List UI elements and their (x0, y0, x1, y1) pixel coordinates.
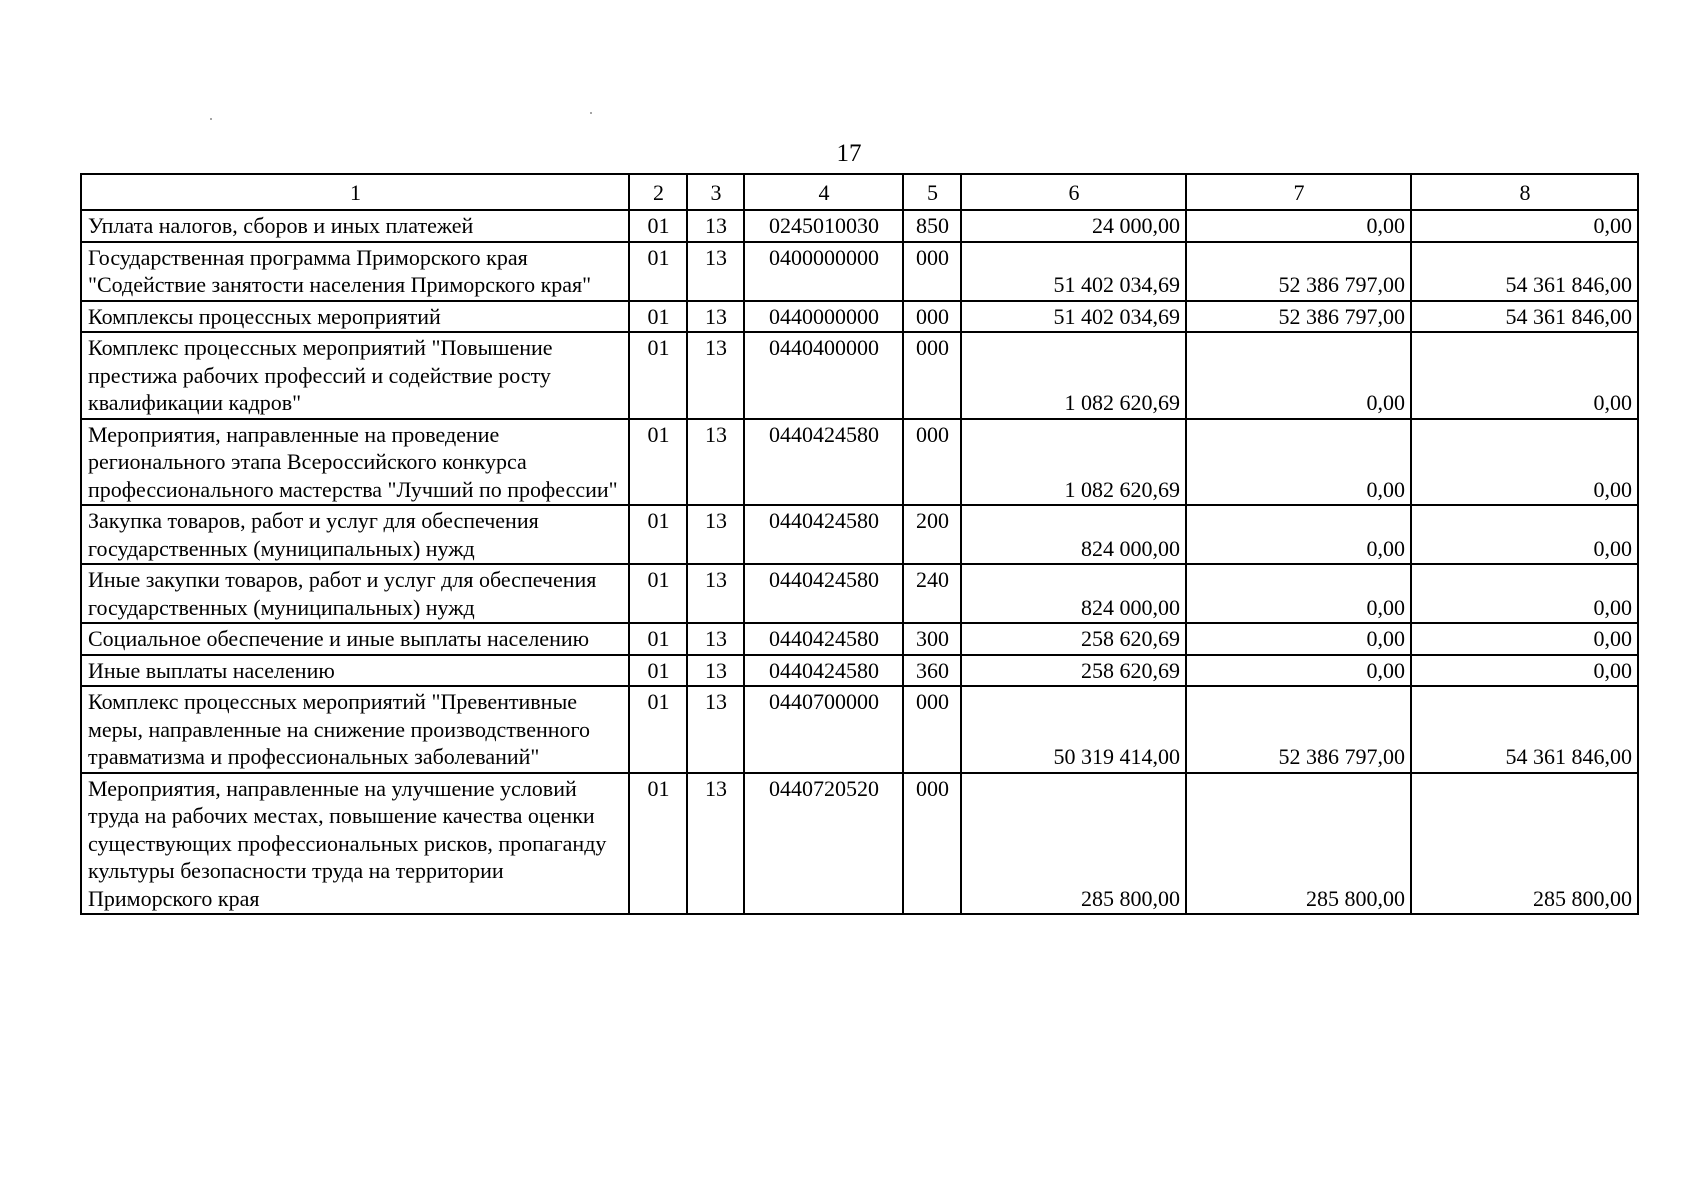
row-amount-7: 52 386 797,00 (1186, 686, 1411, 773)
row-section-code: 01 (629, 332, 687, 419)
table-header-row (81, 174, 1638, 210)
row-subsection-code: 13 (687, 301, 744, 333)
row-amount-6: 824 000,00 (961, 505, 1186, 564)
row-amount-8: 54 361 846,00 (1411, 686, 1638, 773)
row-name: Мероприятия, направленные на проведение регионального этапа Всероссийского конкурса профессионального мастерства "Лучший по профессии" (81, 419, 629, 506)
row-amount-6: 824 000,00 (961, 564, 1186, 623)
row-target-code: 0440720520 (744, 773, 903, 915)
row-expense-type-code: 000 (903, 773, 961, 915)
row-amount-6: 50 319 414,00 (961, 686, 1186, 773)
row-amount-6: 1 082 620,69 (961, 419, 1186, 506)
row-expense-type-code: 000 (903, 419, 961, 506)
row-expense-type-code: 240 (903, 564, 961, 623)
row-amount-7: 0,00 (1186, 564, 1411, 623)
row-subsection-code: 13 (687, 623, 744, 655)
row-amount-7: 285 800,00 (1186, 773, 1411, 915)
row-amount-6: 1 082 620,69 (961, 332, 1186, 419)
row-target-code: 0440424580 (744, 655, 903, 687)
row-subsection-code: 13 (687, 505, 744, 564)
row-subsection-code: 13 (687, 773, 744, 915)
column-header: 1 (81, 174, 629, 210)
row-amount-7: 0,00 (1186, 210, 1411, 242)
row-name: Комплекс процессных мероприятий "Повышение престижа рабочих профессий и содействие росту квалификации кадров" (81, 332, 629, 419)
row-section-code: 01 (629, 623, 687, 655)
row-amount-7: 0,00 (1186, 505, 1411, 564)
row-amount-7: 52 386 797,00 (1186, 242, 1411, 301)
row-section-code: 01 (629, 242, 687, 301)
column-header: 6 (961, 174, 1186, 210)
row-target-code: 0440424580 (744, 623, 903, 655)
row-amount-7: 52 386 797,00 (1186, 301, 1411, 333)
column-header: 5 (903, 174, 961, 210)
row-target-code: 0245010030 (744, 210, 903, 242)
table-row (81, 332, 1638, 419)
table-row (81, 301, 1638, 333)
column-header: 4 (744, 174, 903, 210)
row-amount-8: 0,00 (1411, 564, 1638, 623)
row-expense-type-code: 000 (903, 242, 961, 301)
row-section-code: 01 (629, 301, 687, 333)
row-subsection-code: 13 (687, 242, 744, 301)
row-amount-8: 54 361 846,00 (1411, 301, 1638, 333)
row-name: Социальное обеспечение и иные выплаты населению (81, 623, 629, 655)
row-subsection-code: 13 (687, 564, 744, 623)
column-header: 7 (1186, 174, 1411, 210)
table-row (81, 623, 1638, 655)
row-name: Государственная программа Приморского края "Содействие занятости населения Приморского края" (81, 242, 629, 301)
row-section-code: 01 (629, 773, 687, 915)
column-header: 3 (687, 174, 744, 210)
row-amount-7: 0,00 (1186, 623, 1411, 655)
row-expense-type-code: 200 (903, 505, 961, 564)
table-row (81, 505, 1638, 564)
table-row (81, 242, 1638, 301)
table-row (81, 773, 1638, 915)
row-amount-8: 0,00 (1411, 623, 1638, 655)
row-amount-8: 285 800,00 (1411, 773, 1638, 915)
row-target-code: 0440424580 (744, 564, 903, 623)
row-amount-8: 54 361 846,00 (1411, 242, 1638, 301)
row-expense-type-code: 000 (903, 332, 961, 419)
row-expense-type-code: 000 (903, 301, 961, 333)
table-row (81, 419, 1638, 506)
row-target-code: 0440400000 (744, 332, 903, 419)
row-target-code: 0400000000 (744, 242, 903, 301)
table-row (81, 686, 1638, 773)
row-amount-6: 285 800,00 (961, 773, 1186, 915)
row-name: Иные выплаты населению (81, 655, 629, 687)
table-row (81, 210, 1638, 242)
row-name: Иные закупки товаров, работ и услуг для обеспечения государственных (муниципальных) нужд (81, 564, 629, 623)
row-amount-7: 0,00 (1186, 332, 1411, 419)
row-name: Комплекс процессных мероприятий "Превентивные меры, направленные на снижение производственного травматизма и профессиональных заболеваний" (81, 686, 629, 773)
page-number: 17 (836, 140, 862, 167)
row-amount-6: 24 000,00 (961, 210, 1186, 242)
row-name: Закупка товаров, работ и услуг для обеспечения государственных (муниципальных) нужд (81, 505, 629, 564)
row-target-code: 0440424580 (744, 419, 903, 506)
scan-speck (590, 112, 592, 114)
row-name: Комплексы процессных мероприятий (81, 301, 629, 333)
row-expense-type-code: 850 (903, 210, 961, 242)
row-amount-7: 0,00 (1186, 655, 1411, 687)
row-amount-6: 258 620,69 (961, 623, 1186, 655)
row-amount-8: 0,00 (1411, 332, 1638, 419)
row-target-code: 0440424580 (744, 505, 903, 564)
column-header: 8 (1411, 174, 1638, 210)
row-subsection-code: 13 (687, 419, 744, 506)
row-section-code: 01 (629, 564, 687, 623)
row-name: Уплата налогов, сборов и иных платежей (81, 210, 629, 242)
budget-table (80, 173, 1639, 915)
row-expense-type-code: 000 (903, 686, 961, 773)
row-name: Мероприятия, направленные на улучшение условий труда на рабочих местах, повышение качества оценки существующих профессиональных рисков, пропаганду культуры безопасности труда на территории Приморского края (81, 773, 629, 915)
row-amount-7: 0,00 (1186, 419, 1411, 506)
row-subsection-code: 13 (687, 686, 744, 773)
row-subsection-code: 13 (687, 655, 744, 687)
row-section-code: 01 (629, 505, 687, 564)
row-section-code: 01 (629, 419, 687, 506)
row-amount-6: 51 402 034,69 (961, 242, 1186, 301)
row-expense-type-code: 360 (903, 655, 961, 687)
column-header: 2 (629, 174, 687, 210)
row-subsection-code: 13 (687, 332, 744, 419)
row-amount-8: 0,00 (1411, 210, 1638, 242)
row-amount-8: 0,00 (1411, 419, 1638, 506)
row-amount-8: 0,00 (1411, 655, 1638, 687)
table-row (81, 564, 1638, 623)
row-expense-type-code: 300 (903, 623, 961, 655)
row-section-code: 01 (629, 655, 687, 687)
row-amount-6: 51 402 034,69 (961, 301, 1186, 333)
row-target-code: 0440700000 (744, 686, 903, 773)
row-section-code: 01 (629, 686, 687, 773)
row-amount-6: 258 620,69 (961, 655, 1186, 687)
scan-speck (210, 118, 212, 120)
table-row (81, 655, 1638, 687)
row-subsection-code: 13 (687, 210, 744, 242)
row-target-code: 0440000000 (744, 301, 903, 333)
row-section-code: 01 (629, 210, 687, 242)
row-amount-8: 0,00 (1411, 505, 1638, 564)
